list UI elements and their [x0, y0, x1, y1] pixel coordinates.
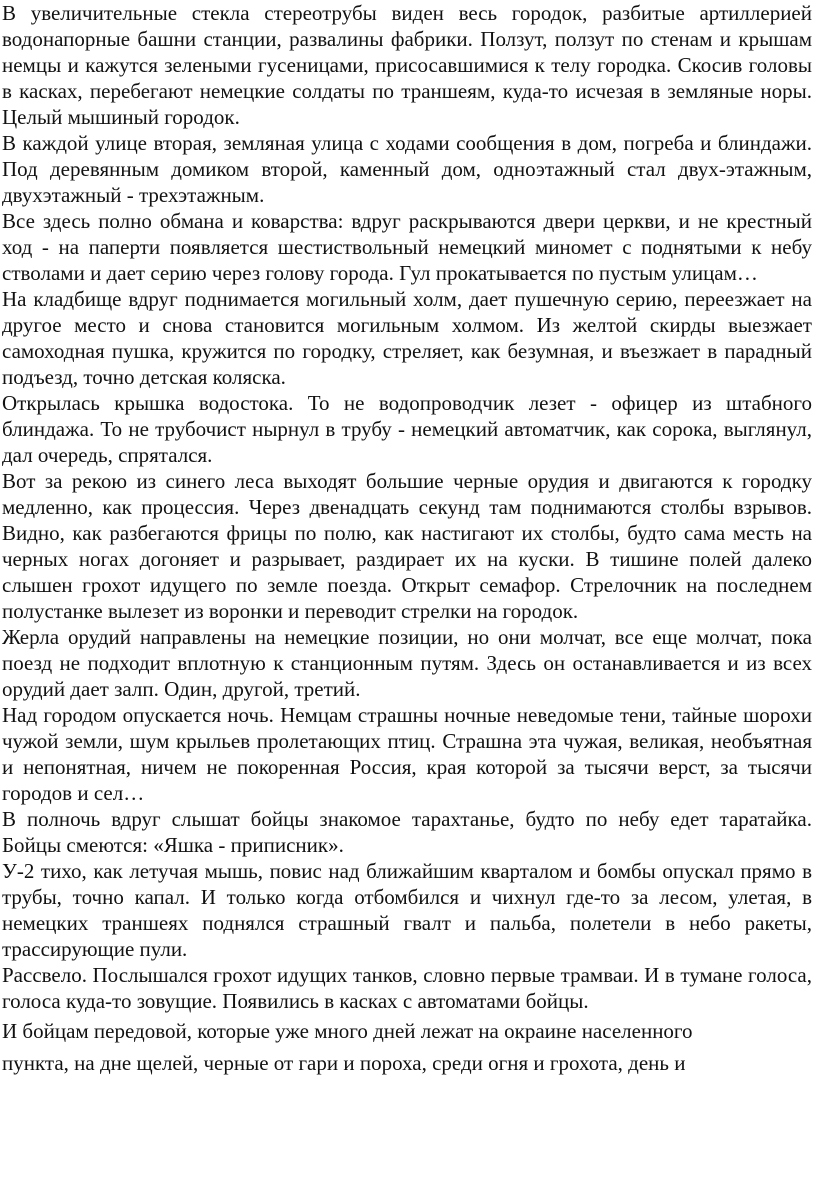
paragraph-12	[2, 1018, 812, 1076]
paragraph-8: Над городом опускается ночь. Немцам страшны ночные неведомые тени, тайные шорохи чужой земли, шум крыльев пролетающих птиц. Страшна эта чужая, великая, необъятная и непонятная, ничем не покоренная Россия, края которой за тысячи верст, за тысячи городов и сел…	[2, 703, 812, 805]
paragraph-9: В полночь вдруг слышат бойцы знакомое тарахтанье, будто по небу едет таратайка. Бойцы смеются: «Яшка - приписник».	[2, 807, 812, 857]
paragraph-10: У-2 тихо, как летучая мышь, повис над ближайшим кварталом и бомбы опускал прямо в трубы, точно капал. И только когда отбомбился и чихнул где-то за лесом, улетая, в немецких траншеях поднялся страшный гвалт и пальба, полетели в небо ракеты, трассирующие пули.	[2, 859, 812, 961]
paragraph-4: На кладбище вдруг поднимается могильный холм, дает пушечную серию, переезжает на другое место и снова становится могильным холмом. Из желтой скирды выезжает самоходная пушка, кружится по городку, стреляет, как безумная, и въезжает в парадный подъезд, точно детская коляска.	[2, 287, 812, 389]
paragraph-12-line-1: И бойцам передовой, которые уже много дней лежат на окраине населенного	[2, 1019, 693, 1043]
paragraph-11: Рассвело. Послышался грохот идущих танков, словно первые трамваи. И в тумане голоса, голоса куда-то зовущие. Появились в касках с автоматами бойцы.	[2, 963, 812, 1013]
paragraph-6: Вот за рекою из синего леса выходят большие черные орудия и двигаются к городку медленно, как процессия. Через двенадцать секунд там поднимаются столбы взрывов. Видно, как разбегаются фрицы по полю, как настигают их столбы, будто сама месть на черных ногах догоняет и разрывает, раздирает их на куски. В тишине полей далеко слышен грохот идущего по земле поезда. Открыт семафор. Стрелочник на последнем полустанке вылезет из воронки и переводит стрелки на городок.	[2, 469, 812, 623]
paragraph-12-line-2: пункта, на дне щелей, черные от гари и пороха, среди огня и грохота, день и	[2, 1051, 686, 1075]
paragraph-2: В каждой улице вторая, земляная улица с ходами сообщения в дом, погреба и блиндажи. Под деревянным домиком второй, каменный дом, одноэтажный стал двух-этажным, двухэтажный - трехэтажным.	[2, 131, 812, 207]
paragraph-1: В увеличительные стекла стереотрубы виден весь городок, разбитые артиллерией водонапорные башни станции, развалины фабрики. Ползут, ползут по стенам и крышам немцы и кажутся зелеными гусеницами, присосавшимися к телу городка. Скосив головы в касках, перебегают немецкие солдаты по траншеям, куда-то исчезая в земляные норы. Целый мышиный городок.	[2, 1, 812, 129]
paragraph-3: Все здесь полно обмана и коварства: вдруг раскрываются двери церкви, и не крестный ход - на паперти появляется шестиствольный немецкий миномет с поднятыми к небу стволами и дает серию через голову города. Гул прокатывается по пустым улицам…	[2, 209, 812, 285]
paragraph-5: Открылась крышка водостока. То не водопроводчик лезет - офицер из штабного блиндажа. То не трубочист нырнул в трубу - немецкий автоматчик, как сорока, выглянул, дал очередь, спрятался.	[2, 391, 812, 467]
paragraph-7: Жерла орудий направлены на немецкие позиции, но они молчат, все еще молчат, пока поезд не подходит вплотную к станционным путям. Здесь он останавливается и из всех орудий дает залп. Один, другой, третий.	[2, 625, 812, 701]
